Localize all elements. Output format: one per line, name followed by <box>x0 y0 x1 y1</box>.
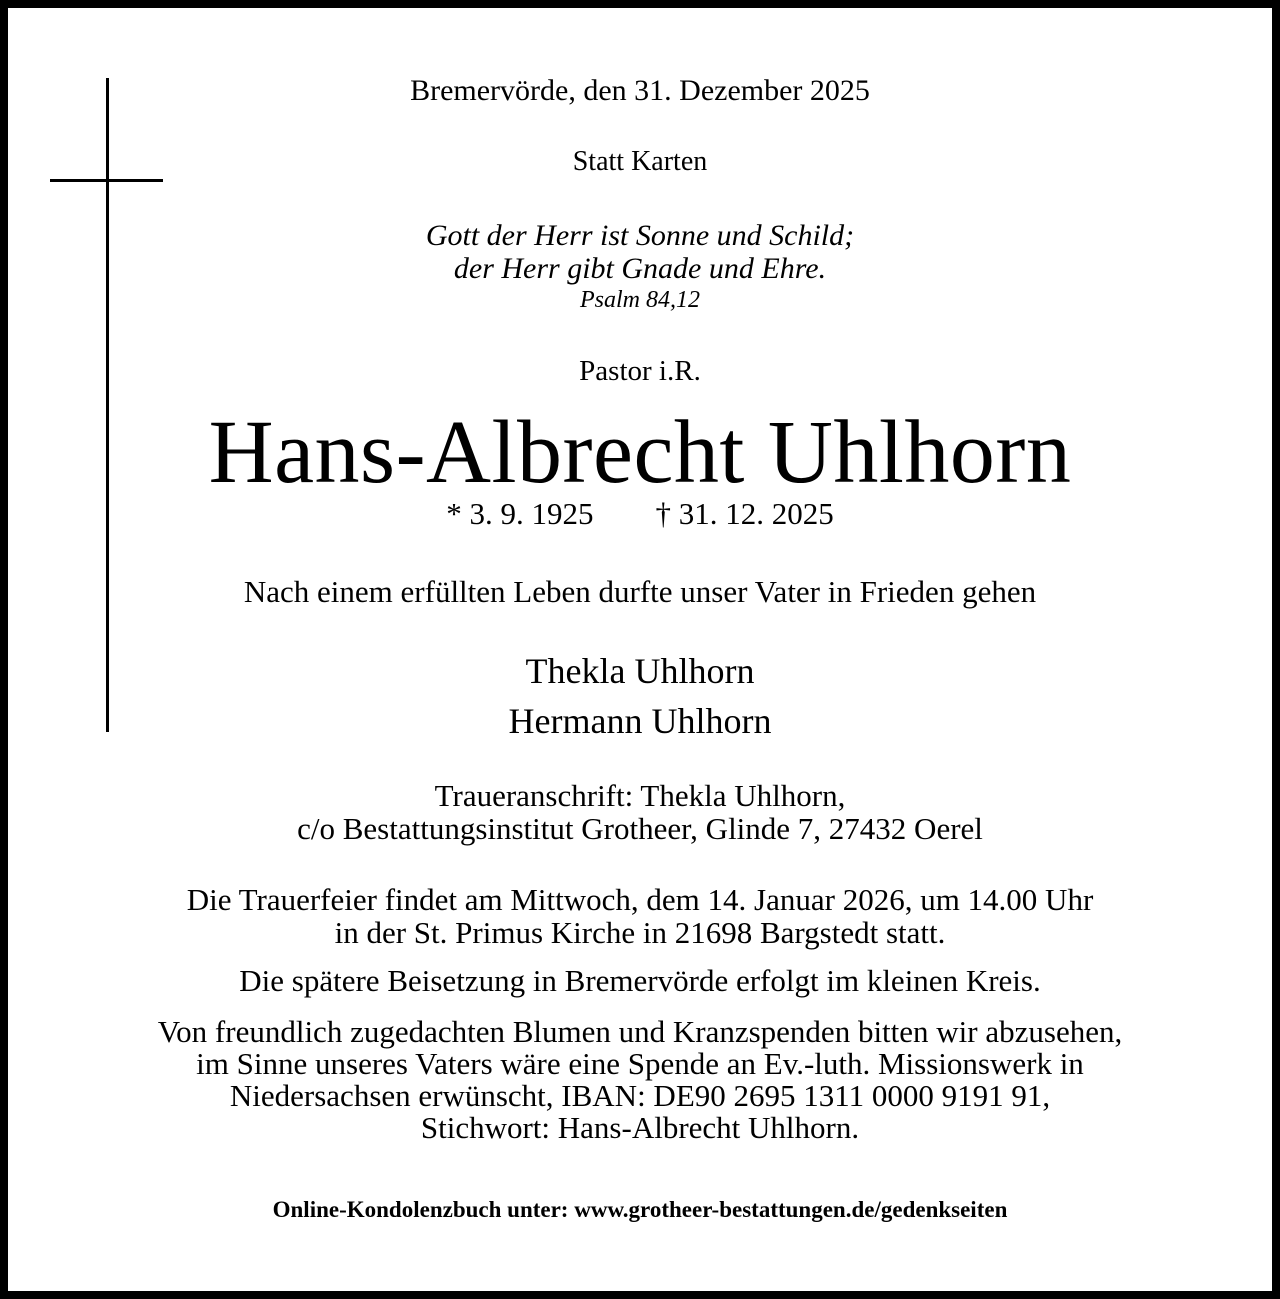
verse-line-1: Gott der Herr ist Sonne und Schild; <box>425 219 855 252</box>
place-date: Bremervörde, den 31. Dezember 2025 <box>410 74 870 107</box>
ceremony-line-1: Die Trauerfeier findet am Mittwoch, dem 14. Januar 2026, um 14.00 Uhr <box>186 882 1094 917</box>
statt-karten: Statt Karten <box>572 146 708 177</box>
verse-line-2: der Herr gibt Gnade und Ehre. <box>453 252 827 285</box>
verse-source: Psalm 84,12 <box>580 287 700 313</box>
mourning-address-line-1: Traueranschrift: Thekla Uhlhorn, <box>434 778 846 813</box>
deceased-title: Pastor i.R. <box>579 355 701 387</box>
cross-horizontal-bar <box>50 179 163 182</box>
online-condolence-link[interactable]: Online-Kondolenzbuch unter: www.grotheer-bestattungen.de/gedenkseiten <box>272 1197 1008 1222</box>
family-member: Thekla Uhlhorn <box>525 651 755 691</box>
family-member: Hermann Uhlhorn <box>508 701 772 741</box>
donation-line: Niedersachsen erwünscht, IBAN: DE90 2695 1311 0000 9191 91, <box>229 1078 1051 1113</box>
mourning-address-line-2: c/o Bestattungsinstitut Grotheer, Glinde 7, 27432 Oerel <box>297 811 983 846</box>
statement: Nach einem erfüllten Leben durfte unser Vater in Frieden gehen <box>243 574 1037 609</box>
donation-line: Von freundlich zugedachten Blumen und Kranzspenden bitten wir abzusehen, <box>157 1014 1123 1049</box>
deceased-name: Hans-Albrecht Uhlhorn <box>208 403 1072 502</box>
ceremony-line-2: in der St. Primus Kirche in 21698 Bargstedt statt. <box>334 915 946 950</box>
death-date: † 31. 12. 2025 <box>655 496 834 531</box>
donation-line: im Sinne unseres Vaters wäre eine Spende an Ev.-luth. Missionswerk in <box>196 1046 1084 1081</box>
life-dates <box>0 496 1280 532</box>
birth-date: * 3. 9. 1925 <box>446 496 594 531</box>
donation-line: Stichwort: Hans-Albrecht Uhlhorn. <box>420 1110 860 1145</box>
burial-note: Die spätere Beisetzung in Bremervörde erfolgt im kleinen Kreis. <box>239 963 1041 998</box>
